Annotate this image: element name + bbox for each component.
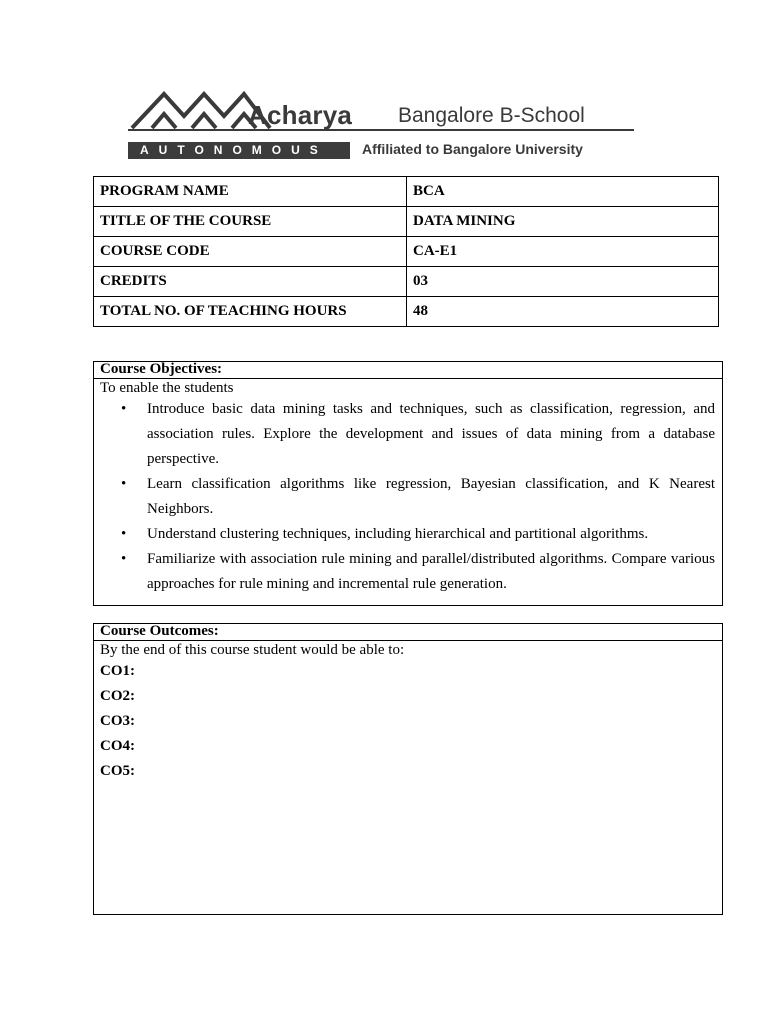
logo-subtitle: Bangalore B-School <box>398 104 585 127</box>
course-outcomes-box <box>93 623 723 915</box>
list-item: • Learn classification algorithms like regression, Bayesian classification, and K Nearest Neighbors. <box>147 472 715 522</box>
info-value: DATA MINING <box>407 207 719 237</box>
objectives-list <box>94 397 722 597</box>
outcome-item: CO3: <box>100 713 135 729</box>
list-item: • Introduce basic data mining tasks and techniques, such as classification, regression, and association rules. Explore the development and issues of data mining from a database perspective. <box>147 397 715 472</box>
logo-affiliation: Affiliated to Bangalore University <box>362 141 583 157</box>
info-key: CREDITS <box>94 267 407 297</box>
info-value: 03 <box>407 267 719 297</box>
course-objectives-box <box>93 361 723 606</box>
list-item: • Familiarize with association rule mining and parallel/distributed algorithms. Compare various approaches for rule mining and incremental rule generation. <box>147 547 715 597</box>
table-row <box>94 297 719 327</box>
outcome-item: CO1: <box>100 663 135 679</box>
outcomes-heading: Course Outcomes: <box>94 624 722 641</box>
objectives-heading: Course Objectives: <box>94 362 722 379</box>
table-row <box>94 237 719 267</box>
table-row <box>94 267 719 297</box>
outcome-item: CO4: <box>100 738 135 754</box>
objectives-intro: To enable the students <box>100 380 234 396</box>
info-key: COURSE CODE <box>94 237 407 267</box>
info-key: PROGRAM NAME <box>94 177 407 207</box>
logo-autonomous-band: AUTONOMOUS <box>128 142 350 159</box>
info-value: 48 <box>407 297 719 327</box>
acharya-logo <box>122 86 650 162</box>
logo-name: Acharya <box>248 100 353 130</box>
list-item: • Understand clustering techniques, including hierarchical and partitional algorithms. <box>147 522 715 547</box>
table-row <box>94 207 719 237</box>
outcomes-intro: By the end of this course student would be able to: <box>100 642 405 658</box>
course-info-table <box>93 176 719 327</box>
info-value: BCA <box>407 177 719 207</box>
outcome-item: CO2: <box>100 688 135 704</box>
info-key: TITLE OF THE COURSE <box>94 207 407 237</box>
outcome-item: CO5: <box>100 763 135 779</box>
info-key: TOTAL NO. OF TEACHING HOURS <box>94 297 407 327</box>
info-value: CA-E1 <box>407 237 719 267</box>
table-row <box>94 177 719 207</box>
